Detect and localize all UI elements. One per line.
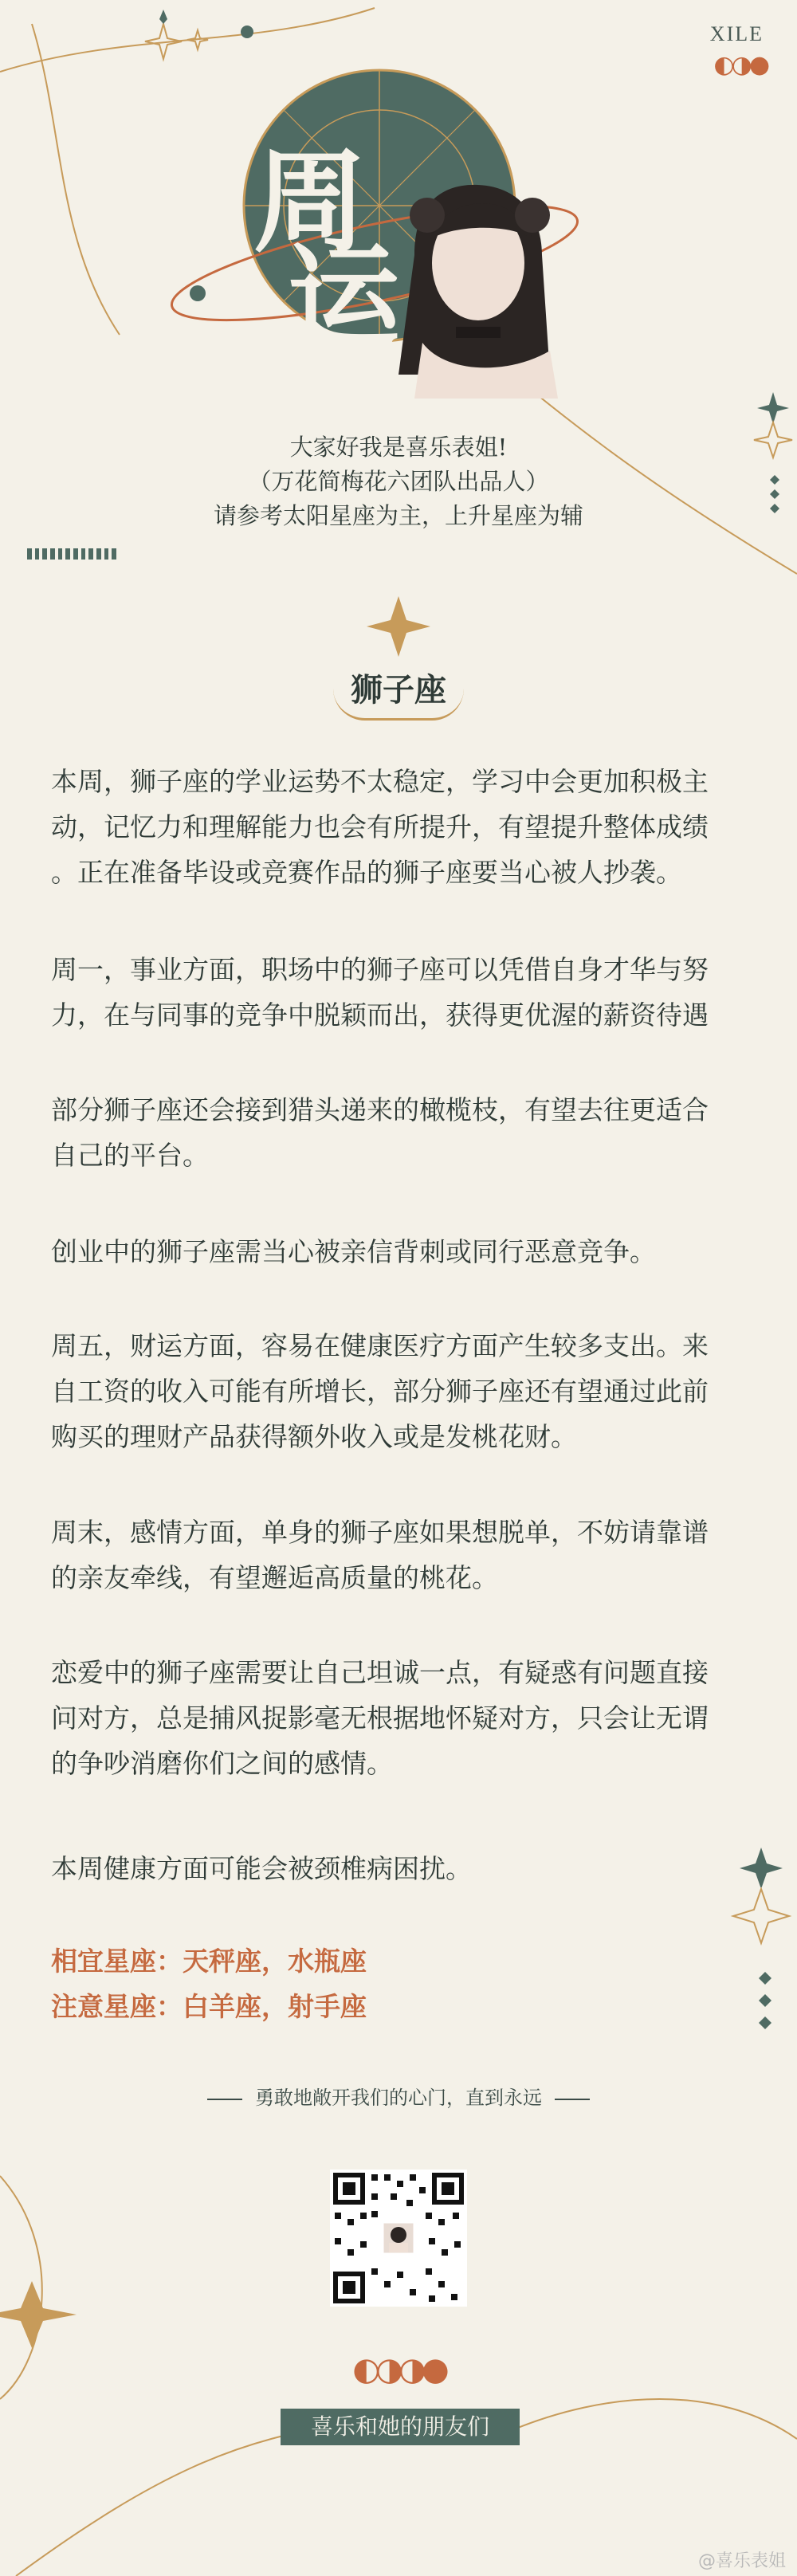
slogan-right-rule: [555, 2099, 590, 2100]
title-char-zhou: 周: [253, 137, 363, 269]
watermark: @喜乐表姐: [697, 2551, 786, 2571]
brand-logo-text: XILE: [709, 22, 764, 45]
paragraph-line: 的亲友牵线，有望邂逅高质量的桃花。: [51, 1562, 498, 1593]
paragraph-line: 周一，事业方面，职场中的狮子座可以凭借自身才华与努: [51, 954, 709, 985]
moon-phases-icon: ◐◑●: [713, 51, 767, 79]
paragraph-line: 购买的理财产品获得额外收入或是发桃花财。: [51, 1421, 577, 1452]
footer-button[interactable]: 喜乐和她的朋友们: [281, 2409, 520, 2445]
paragraph: [51, 1510, 752, 1600]
paragraph: [51, 1323, 752, 1459]
intro-line: （万花简梅花六团队出品人）: [248, 468, 549, 495]
paragraph: [51, 947, 752, 1038]
paragraph: [51, 1846, 752, 1891]
paragraph-line: 。正在准备毕设或竞赛作品的狮子座要当心被人抄袭。: [51, 857, 682, 888]
sign-title-wrap: [0, 665, 797, 721]
slogan-left-rule: [207, 2099, 242, 2100]
paragraph-line: 力，在与同事的竞争中脱颖而出，获得更优渥的薪资待遇: [51, 999, 709, 1031]
compat-good-label: 相宜星座：: [51, 1946, 183, 1977]
paragraph: [51, 1087, 752, 1178]
compat-caution: [51, 1984, 752, 2029]
qr-code[interactable]: [330, 2170, 467, 2307]
qr-code-graphic: [330, 2170, 467, 2307]
paragraph: [51, 1650, 752, 1786]
slogan-text: 勇敢地敞开我们的心门，直到永远: [255, 2087, 542, 2109]
paragraph-line: 问对方，总是捕风捉影毫无根据地怀疑对方，只会让无谓: [51, 1702, 709, 1734]
paragraph-line: 自己的平台。: [51, 1140, 209, 1171]
paragraph-line: 本周健康方面可能会被颈椎病困扰。: [51, 1853, 472, 1884]
slogan: [0, 2082, 797, 2110]
intro-line: 请参考太阳星座为主，上升星座为辅: [213, 502, 583, 529]
intro-block: [0, 430, 797, 533]
paragraph-line: 本周，狮子座的学业运势不太稳定，学习中会更加积极主: [51, 766, 709, 797]
title-char-yun: 运: [287, 233, 400, 364]
paragraph-line: 的争吵消磨你们之间的感情。: [51, 1748, 393, 1779]
compat-good-value: 天秤座，水瓶座: [183, 1946, 367, 1977]
paragraph: [51, 1229, 752, 1274]
paragraph-line: 周五，财运方面，容易在健康医疗方面产生较多支出。来: [51, 1330, 709, 1361]
paragraph: [51, 759, 752, 895]
paragraph-line: 恋爱中的狮子座需要让自己坦诚一点，有疑惑有问题直接: [51, 1657, 709, 1688]
compat-caution-value: 白羊座，射手座: [183, 1991, 367, 2022]
compat-good: [51, 1938, 752, 1984]
intro-line: 大家好我是喜乐表姐!: [289, 434, 508, 461]
paragraph-line: 自工资的收入可能有所增长，部分狮子座还有望通过此前: [51, 1376, 709, 1407]
sign-title: 狮子座: [333, 665, 464, 721]
bar-decoration: [27, 548, 116, 560]
moon-phases-footer-icon: ◐◑◑●: [352, 2351, 445, 2388]
paragraph-line: 部分狮子座还会接到猎头递来的橄榄枝，有望去往更适合: [51, 1094, 709, 1125]
compat-block: [51, 1938, 752, 2029]
paragraph-line: 周末，感情方面，单身的狮子座如果想脱单，不妨请靠谱: [51, 1517, 709, 1548]
compat-caution-label: 注意星座：: [51, 1991, 183, 2022]
paragraph-line: 创业中的狮子座需当心被亲信背刺或同行恶意竞争。: [51, 1236, 656, 1267]
paragraph-line: 动，记忆力和理解能力也会有所提升，有望提升整体成绩: [51, 811, 709, 842]
